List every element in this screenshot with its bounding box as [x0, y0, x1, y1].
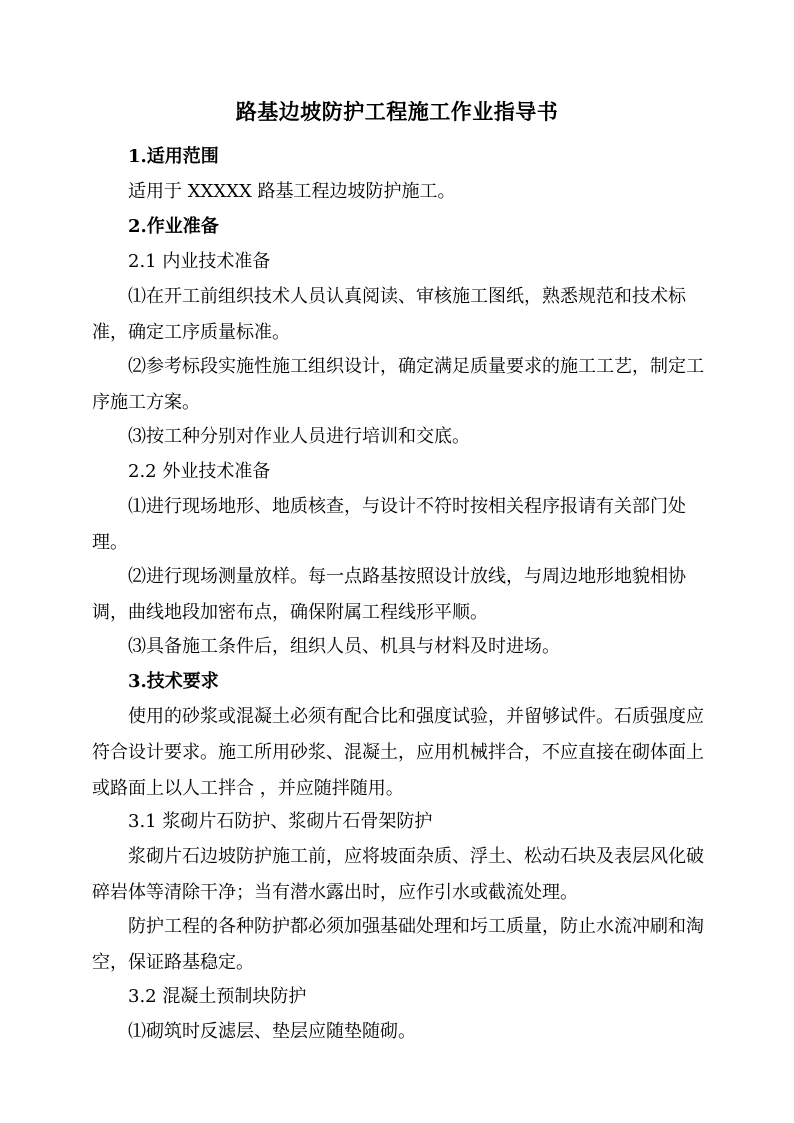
heading-3: 3.技术要求: [128, 671, 219, 692]
paragraph: ⑶按工种分别对作业人员进行培训和交底。: [128, 426, 470, 447]
paragraph: ⑵进行现场测量放样。每一点路基按照设计放线，与周边地形地貌相协调，曲线地段加密布点，确保附属工程线形平顺。: [92, 566, 686, 623]
paragraph: 使用的砂浆或混凝土必须有配合比和强度试验，并留够试件。石质强度应符合设计要求。施工所用砂浆、混凝土，应用机械拌合，不应直接在砌体面上或路面上以人工拌合 ，并应随拌随用。: [92, 706, 704, 799]
heading-2: 2.作业准备: [128, 216, 219, 237]
paragraph: ⑴砌筑时反滤层、垫层应随垫随砌。: [128, 1021, 416, 1042]
paragraph: ⑶具备施工条件后，组织人员、机具与材料及时进场。: [128, 636, 560, 657]
document-title: 路基边坡防护工程施工作业指导书: [235, 99, 559, 124]
paragraph: ⑵参考标段实施性施工组织设计，确定满足质量要求的施工工艺，制定工序施工方案。: [92, 356, 704, 413]
paragraph: 浆砌片石边坡防护施工前，应将坡面杂质、浮土、松动石块及表层风化破碎岩体等清除干净；当有潜水露出时，应作引水或截流处理。: [92, 846, 704, 903]
subheading-2-1: 2.1 内业技术准备: [128, 251, 271, 272]
heading-1: 1.适用范围: [128, 146, 219, 167]
paragraph: 适用于 XXXXX 路基工程边坡防护施工。: [128, 181, 456, 202]
subheading-3-1: 3.1 浆砌片石防护、浆砌片石骨架防护: [128, 811, 433, 832]
paragraph: ⑴在开工前组织技术人员认真阅读、审核施工图纸，熟悉规范和技术标准，确定工序质量标准。: [92, 286, 686, 343]
subheading-3-2: 3.2 混凝土预制块防护: [128, 986, 307, 1007]
paragraph: ⑴进行现场地形、地质核查，与设计不符时按相关程序报请有关部门处理。: [92, 496, 686, 553]
subheading-2-2: 2.2 外业技术准备: [128, 461, 271, 482]
paragraph: 防护工程的各种防护都必须加强基础处理和圬工质量，防止水流冲刷和淘空，保证路基稳定。: [92, 916, 704, 973]
